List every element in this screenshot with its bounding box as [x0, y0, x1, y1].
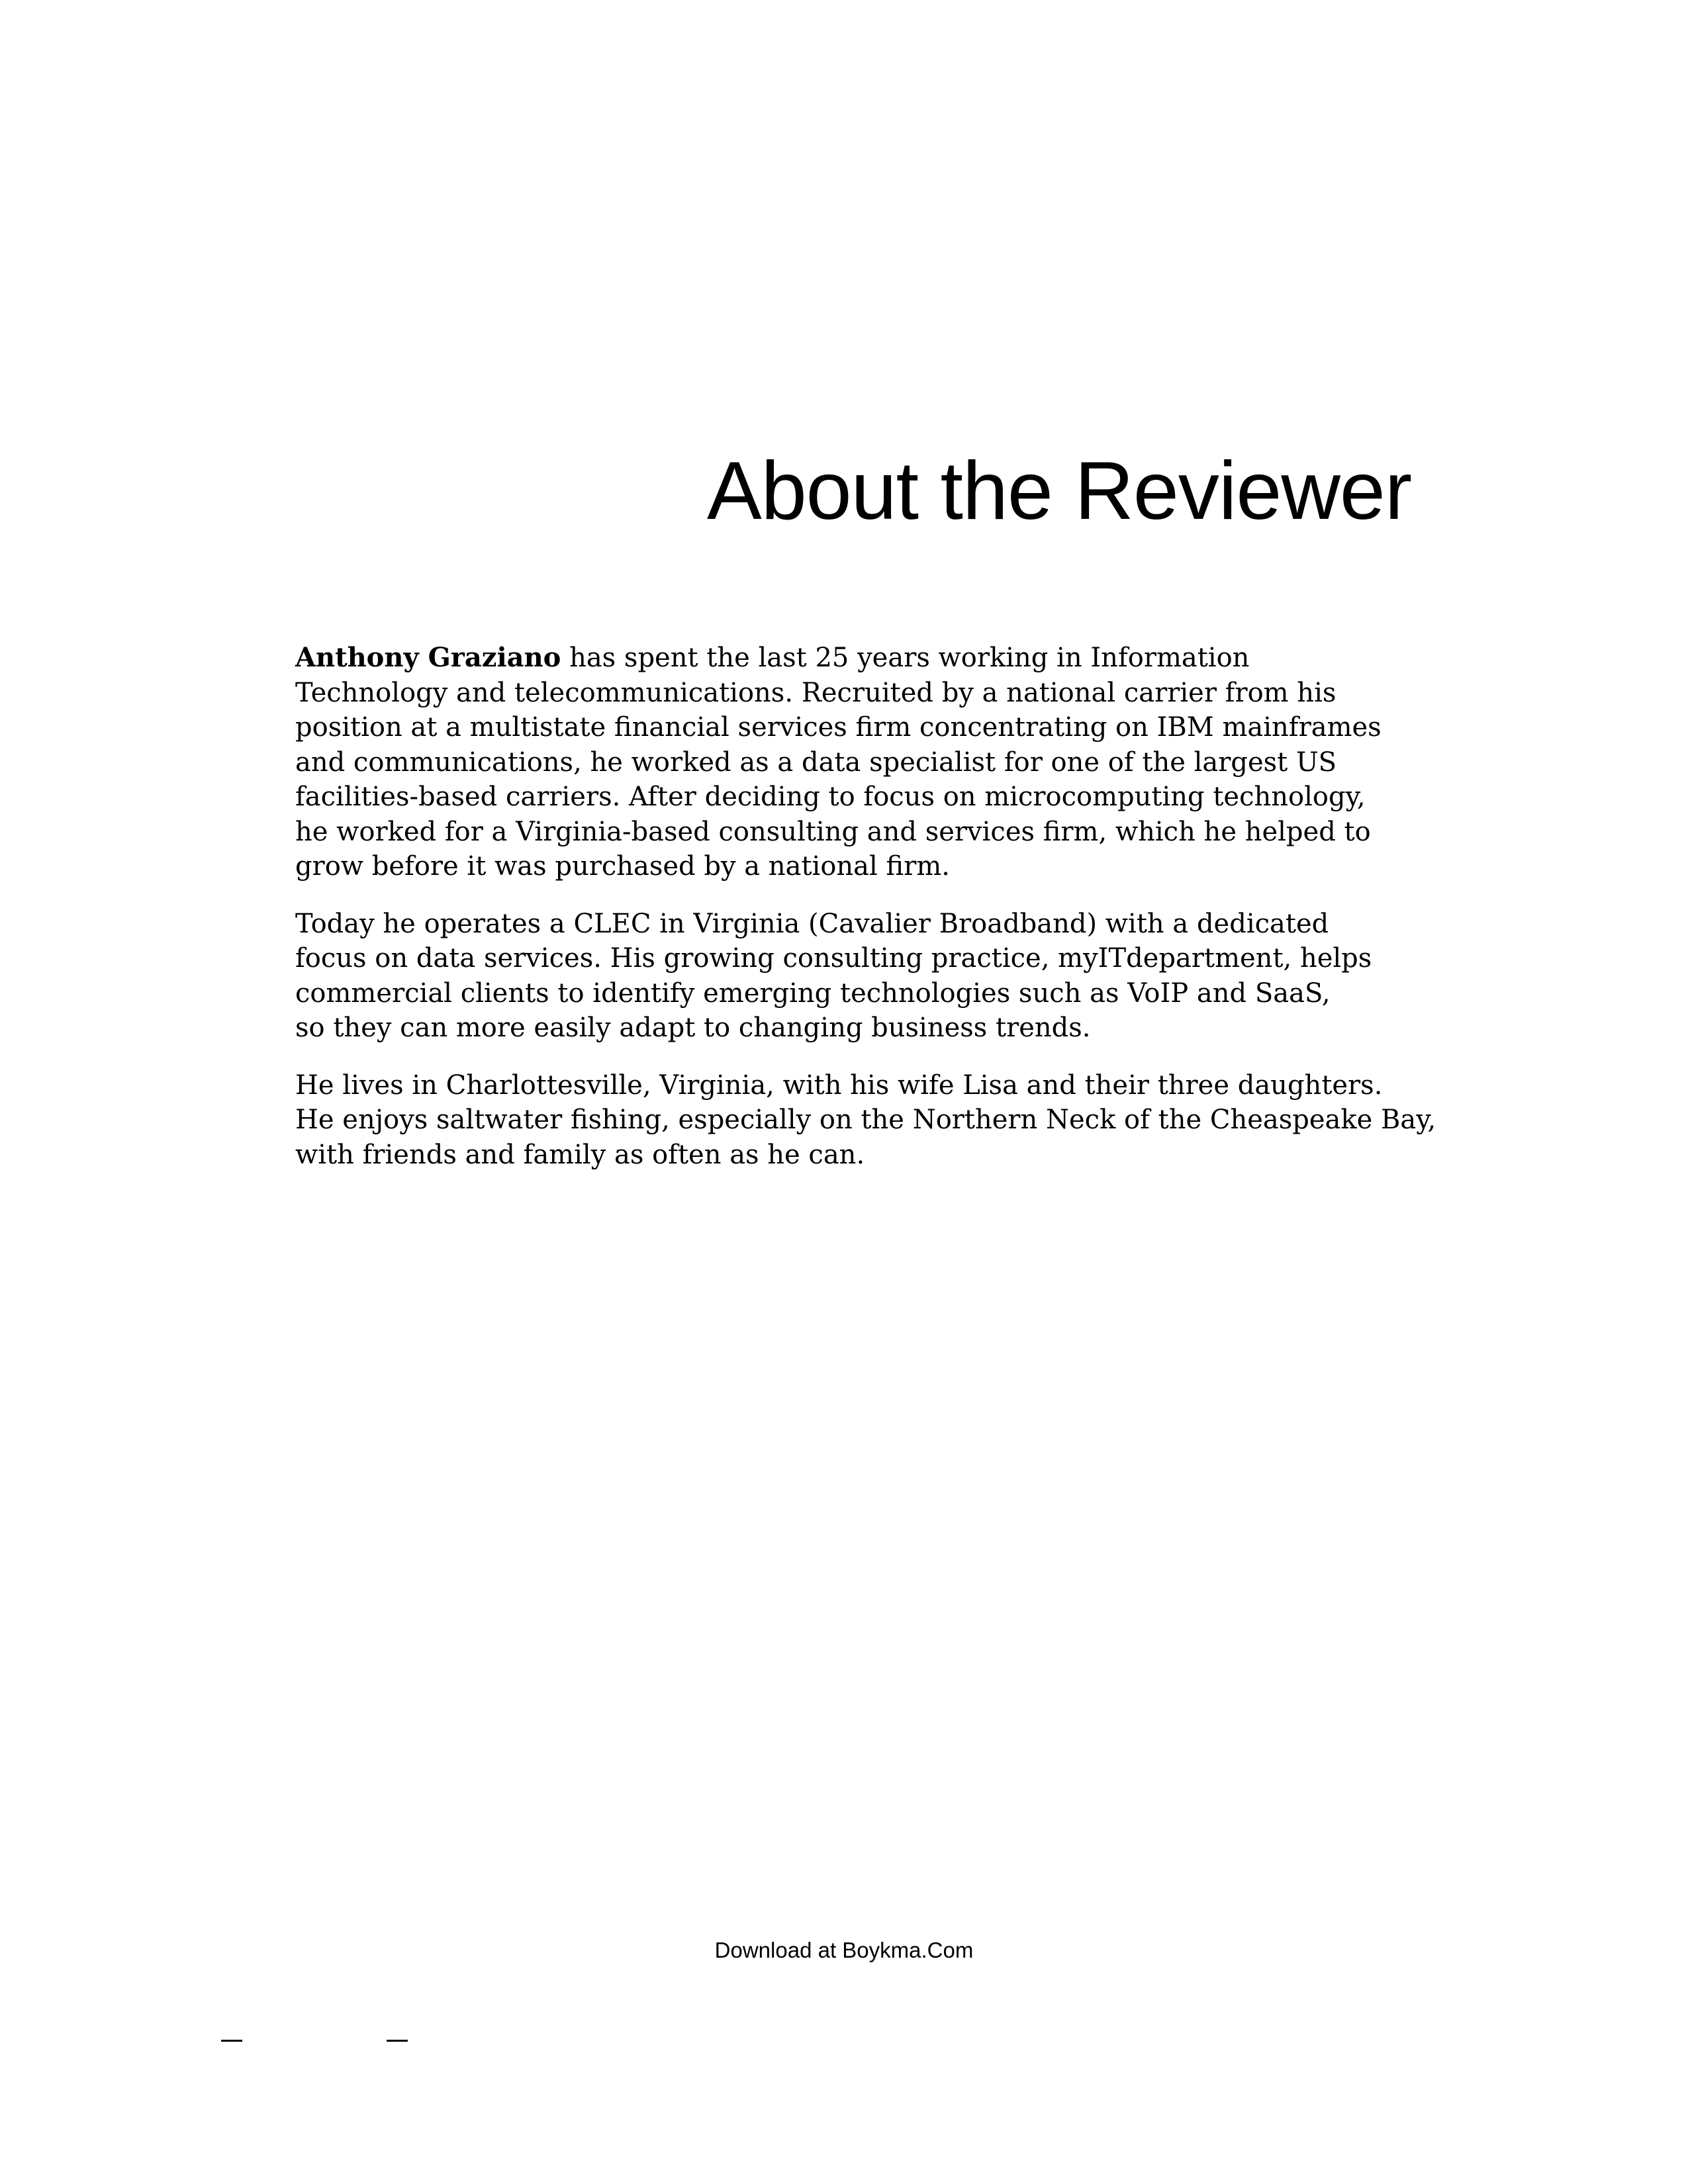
bio-paragraph-2-line-4: so they can more easily adapt to changing business trends. [295, 1013, 1091, 1043]
reviewer-name: Anthony Graziano [295, 642, 561, 673]
crop-mark-right [387, 2040, 408, 2042]
bio-paragraph-3-line-1: He lives in Charlottesville, Virginia, with his wife Lisa and their three daughters. [295, 1069, 1383, 1101]
bio-paragraph-1-line-7: grow before it was purchased by a national firm. [295, 851, 950, 882]
bio-paragraph-1-line-6: he worked for a Virginia-based consulting and services firm, which he helped to [295, 816, 1371, 847]
bio-paragraph-2-line-1: Today he operates a CLEC in Virginia (Cavalier Broadband) with a dedicated [295, 908, 1329, 939]
bio-paragraph-1-line-5: facilities-based carriers. After deciding to focus on microcomputing technology, [295, 782, 1366, 812]
bio-paragraph-2 [295, 907, 1421, 1046]
crop-mark-left [221, 2040, 242, 2042]
bio-paragraph-3-line-2: He enjoys saltwater fishing, especially on the Northern Neck of the Cheaspeake Bay, [295, 1105, 1436, 1135]
bio-paragraph-1-line-1 [295, 641, 1421, 676]
bio-paragraph-2-line-2: focus on data services. His growing consulting practice, myITdepartment, helps [295, 943, 1372, 974]
reviewer-bio [295, 641, 1436, 1195]
bio-paragraph-1-line-3: position at a multistate financial services firm concentrating on IBM mainframes [295, 712, 1382, 743]
page-title: About the Reviewer [707, 445, 1412, 537]
bio-paragraph-1-line-1-text: has spent the last 25 years working in Information [561, 643, 1250, 673]
bio-paragraph-1-line-4: and communications, he worked as a data specialist for one of the largest US [295, 747, 1337, 778]
bio-paragraph-1 [295, 641, 1421, 884]
download-note: Download at Boykma.Com [714, 1938, 974, 1962]
bio-paragraph-1-line-2: Technology and telecommunications. Recruited by a national carrier from his [295, 677, 1336, 708]
bio-paragraph-3 [295, 1068, 1436, 1173]
bio-paragraph-3-line-3: with friends and family as often as he can. [295, 1139, 865, 1170]
bio-paragraph-2-line-3: commercial clients to identify emerging technologies such as VoIP and SaaS, [295, 978, 1331, 1009]
